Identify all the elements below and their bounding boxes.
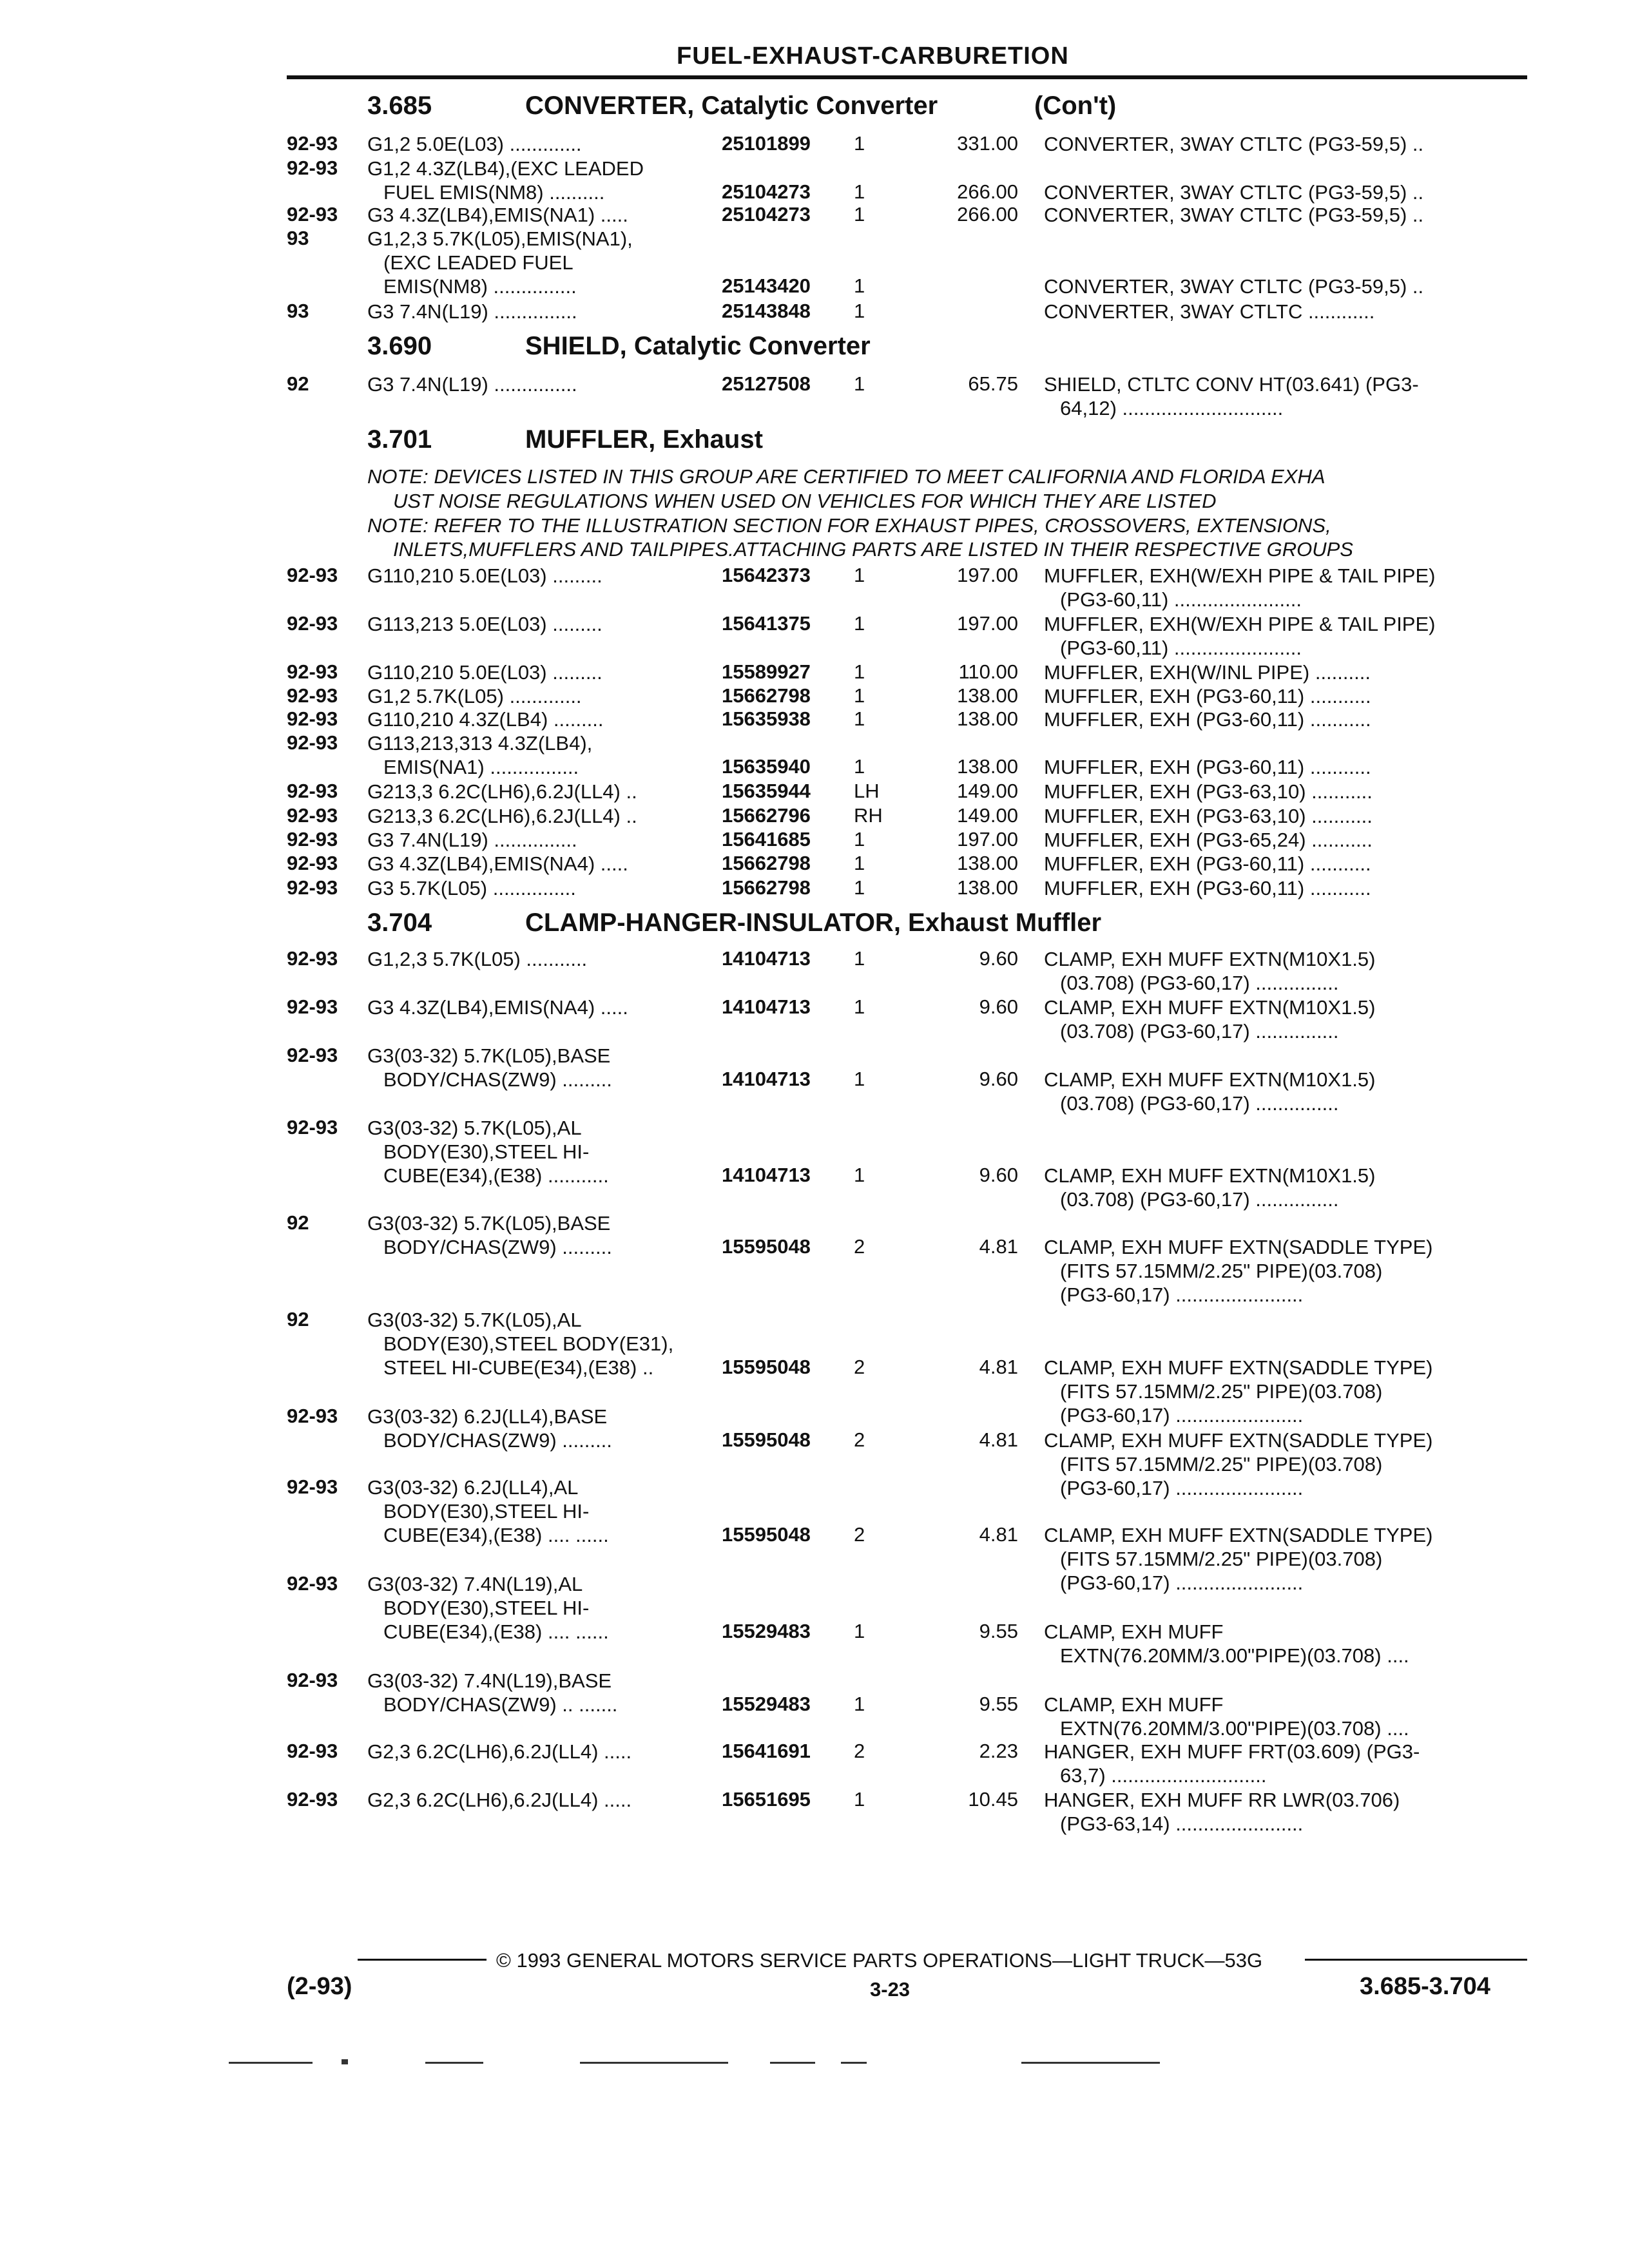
price: 149.00 — [957, 780, 1018, 802]
part-name-line: (03.708) (PG3-60,17) ............... — [1060, 1188, 1339, 1211]
footer-date: (2-93) — [287, 1973, 352, 2000]
description-line: G3 4.3Z(LB4),EMIS(NA1) ..... — [367, 204, 628, 226]
part-name-line: CLAMP, EXH MUFF EXTN(M10X1.5) — [1044, 948, 1376, 970]
part-name-line: (03.708) (PG3-60,17) ............... — [1060, 972, 1339, 994]
price: 10.45 — [968, 1788, 1018, 1811]
model-year: 92-93 — [287, 804, 338, 827]
scan-mark — [425, 2062, 483, 2064]
quantity: 1 — [854, 684, 865, 707]
quantity: 1 — [854, 132, 865, 155]
price: 138.00 — [957, 707, 1018, 730]
model-year: 92-93 — [287, 947, 338, 970]
quantity: LH — [854, 780, 880, 802]
part-name — [1044, 660, 1371, 684]
price: 197.00 — [957, 828, 1018, 850]
price: 138.00 — [957, 876, 1018, 899]
part-name-line: (PG3-60,17) ....................... — [1060, 1404, 1304, 1427]
section-note: UST NOISE REGULATIONS WHEN USED ON VEHICLES FOR WHICH THEY ARE LISTED — [393, 490, 1217, 512]
model-year: 92 — [287, 1211, 309, 1234]
part-name-line: (FITS 57.15MM/2.25" PIPE)(03.708) — [1060, 1453, 1383, 1475]
description-line: G3 4.3Z(LB4),EMIS(NA4) ..... — [367, 852, 628, 875]
description-line: G3(03-32) 5.7K(L05),BASE — [367, 1044, 611, 1067]
section-title: CONVERTER, Catalytic Converter — [525, 91, 938, 120]
application-description — [367, 852, 628, 876]
part-number: 15589927 — [722, 660, 811, 683]
quantity: 1 — [854, 372, 865, 395]
price: 9.60 — [979, 1164, 1018, 1186]
model-year: 92-93 — [287, 203, 338, 226]
model-year: 92-93 — [287, 707, 338, 730]
description-line: FUEL EMIS(NM8) .......... — [383, 181, 605, 204]
part-number: 15662798 — [722, 684, 811, 707]
part-name — [1044, 1788, 1400, 1836]
part-number: 14104713 — [722, 1068, 811, 1090]
part-name-line: CLAMP, EXH MUFF EXTN(SADDLE TYPE) — [1044, 1356, 1433, 1379]
description-line: CUBE(E34),(E38) ........... — [383, 1164, 609, 1187]
part-name-line: CONVERTER, 3WAY CTLTC (PG3-59,5) .. — [1044, 133, 1424, 155]
part-name-line: MUFFLER, EXH (PG3-60,11) ........... — [1044, 756, 1371, 778]
description-line: BODY(E30),STEEL HI- — [383, 1140, 590, 1163]
part-name-line: CLAMP, EXH MUFF — [1044, 1620, 1224, 1643]
quantity: RH — [854, 804, 883, 827]
description-line: BODY(E30),STEEL HI- — [383, 1500, 590, 1523]
section-number: 3.701 — [367, 425, 432, 454]
part-name-line: EXTN(76.20MM/3.00"PIPE)(03.708) .... — [1060, 1644, 1409, 1667]
part-name-line: EXTN(76.20MM/3.00"PIPE)(03.708) .... — [1060, 1717, 1409, 1740]
footer-section-range: 3.685-3.704 — [1360, 1973, 1490, 2000]
part-name-line: (PG3-60,11) ....................... — [1060, 637, 1302, 659]
part-name-line: (FITS 57.15MM/2.25" PIPE)(03.708) — [1060, 1548, 1383, 1570]
part-name — [1044, 1740, 1420, 1787]
quantity: 1 — [854, 1620, 865, 1642]
description-line: G3(03-32) 5.7K(L05),BASE — [367, 1212, 611, 1235]
application-description — [367, 995, 628, 1019]
part-name-line: MUFFLER, EXH (PG3-60,11) ........... — [1044, 685, 1371, 707]
description-line: CUBE(E34),(E38) .... ...... — [383, 1524, 609, 1546]
part-name — [1044, 1235, 1432, 1307]
model-year: 92-93 — [287, 1788, 338, 1811]
part-name-line: (PG3-60,17) ....................... — [1060, 1571, 1304, 1594]
part-number: 15641691 — [722, 1740, 811, 1762]
page-title: FUEL-EXHAUST-CARBURETION — [677, 43, 1069, 70]
part-name-line: (03.708) (PG3-60,17) ............... — [1060, 1020, 1339, 1043]
description-line: G3(03-32) 7.4N(L19),BASE — [367, 1669, 612, 1692]
part-name — [1044, 372, 1419, 420]
description-line: G3 7.4N(L19) ............... — [367, 373, 577, 396]
price: 197.00 — [957, 612, 1018, 635]
part-name — [1044, 300, 1374, 323]
part-number: 25101899 — [722, 132, 811, 155]
application-description — [367, 1572, 609, 1644]
quantity: 1 — [854, 828, 865, 850]
part-number: 25104273 — [722, 203, 811, 226]
description-line: G213,3 6.2C(LH6),6.2J(LL4) .. — [367, 780, 637, 803]
application-description — [367, 203, 628, 227]
quantity: 1 — [854, 1164, 865, 1186]
part-number: 14104713 — [722, 1164, 811, 1186]
part-name — [1044, 780, 1373, 803]
title-rule — [287, 75, 1527, 79]
part-name — [1044, 876, 1371, 900]
part-name-line: MUFFLER, EXH(W/INL PIPE) .......... — [1044, 661, 1371, 684]
quantity: 1 — [854, 995, 865, 1018]
part-name-line: CONVERTER, 3WAY CTLTC ............ — [1044, 300, 1375, 323]
part-name-line: 63,7) ............................ — [1060, 1764, 1267, 1787]
part-number: 14104713 — [722, 947, 811, 970]
section-number: 3.690 — [367, 332, 432, 360]
part-name — [1044, 804, 1373, 828]
part-name — [1044, 852, 1371, 876]
price: 197.00 — [957, 564, 1018, 586]
part-name — [1044, 947, 1375, 995]
application-description — [367, 1116, 609, 1187]
part-name-line: (PG3-63,14) ....................... — [1060, 1812, 1304, 1835]
quantity: 1 — [854, 1693, 865, 1715]
application-description — [367, 227, 633, 298]
part-name-line: MUFFLER, EXH(W/EXH PIPE & TAIL PIPE) — [1044, 613, 1436, 635]
footer-rule-left — [358, 1959, 487, 1961]
model-year: 92-93 — [287, 1669, 338, 1691]
part-name-line: CONVERTER, 3WAY CTLTC (PG3-59,5) .. — [1044, 181, 1424, 204]
part-number: 15595048 — [722, 1523, 811, 1546]
part-name-line: CLAMP, EXH MUFF EXTN(SADDLE TYPE) — [1044, 1236, 1433, 1258]
part-name-line: CLAMP, EXH MUFF EXTN(M10X1.5) — [1044, 996, 1376, 1019]
quantity: 1 — [854, 612, 865, 635]
description-line: G113,213,313 4.3Z(LB4), — [367, 732, 593, 754]
description-line: G3 4.3Z(LB4),EMIS(NA4) ..... — [367, 996, 628, 1019]
description-line: BODY/CHAS(ZW9) .. ....... — [383, 1693, 618, 1716]
model-year: 92-93 — [287, 1572, 338, 1595]
part-name-line: MUFFLER, EXH (PG3-60,11) ........... — [1044, 708, 1371, 731]
description-line: EMIS(NA1) ................ — [383, 756, 579, 778]
application-description — [367, 660, 602, 684]
description-line: G110,210 5.0E(L03) ......... — [367, 564, 602, 587]
price: 9.60 — [979, 1068, 1018, 1090]
application-description — [367, 828, 577, 852]
part-name-line: MUFFLER, EXH (PG3-60,11) ........... — [1044, 877, 1371, 899]
price: 9.55 — [979, 1620, 1018, 1642]
part-name — [1044, 755, 1371, 779]
part-number: 15635940 — [722, 755, 811, 778]
part-name-line: CLAMP, EXH MUFF EXTN(SADDLE TYPE) — [1044, 1429, 1433, 1452]
application-description — [367, 731, 592, 779]
description-line: BODY(E30),STEEL HI- — [383, 1597, 590, 1619]
part-number: 15662796 — [722, 804, 811, 827]
price: 266.00 — [957, 180, 1018, 203]
scan-mark — [770, 2062, 815, 2064]
section-continued: (Con't) — [1034, 91, 1117, 120]
part-name — [1044, 1523, 1432, 1595]
section-title: CLAMP-HANGER-INSULATOR, Exhaust Muffler — [525, 908, 1102, 937]
model-year: 92-93 — [287, 132, 338, 155]
price: 110.00 — [958, 660, 1018, 683]
quantity: 1 — [854, 1068, 865, 1090]
description-line: (EXC LEADED FUEL — [383, 251, 574, 274]
part-number: 15595048 — [722, 1356, 811, 1378]
description-line: G3(03-32) 5.7K(L05),AL — [367, 1117, 582, 1139]
part-number: 15529483 — [722, 1620, 811, 1642]
part-name — [1044, 995, 1375, 1043]
price: 4.81 — [979, 1523, 1018, 1546]
part-name — [1044, 1428, 1432, 1500]
application-description — [367, 1475, 609, 1547]
price: 4.81 — [979, 1428, 1018, 1451]
model-year: 92-93 — [287, 1044, 338, 1066]
model-year: 92-93 — [287, 1116, 338, 1139]
description-line: G3 5.7K(L05) ............... — [367, 877, 576, 899]
model-year: 92-93 — [287, 660, 338, 683]
description-line: EMIS(NM8) ............... — [383, 275, 577, 298]
part-name-line: MUFFLER, EXH (PG3-65,24) ........... — [1044, 829, 1373, 851]
application-description — [367, 876, 576, 900]
part-name — [1044, 132, 1423, 156]
part-name — [1044, 1356, 1432, 1427]
part-name — [1044, 203, 1423, 227]
model-year: 92-93 — [287, 731, 338, 754]
footer-rule-right — [1305, 1959, 1527, 1961]
model-year: 92-93 — [287, 564, 338, 586]
description-line: G3(03-32) 5.7K(L05),AL — [367, 1309, 582, 1331]
quantity: 1 — [854, 947, 865, 970]
price: 2.23 — [979, 1740, 1018, 1762]
part-name-line: CONVERTER, 3WAY CTLTC (PG3-59,5) .. — [1044, 204, 1424, 226]
application-description — [367, 157, 644, 204]
application-description — [367, 804, 637, 828]
part-name-line: 64,12) ............................. — [1060, 397, 1284, 419]
model-year: 92-93 — [287, 1405, 338, 1427]
price: 4.81 — [979, 1356, 1018, 1378]
description-line: G1,2,3 5.7K(L05),EMIS(NA1), — [367, 227, 633, 250]
scan-mark — [229, 2062, 313, 2064]
part-number: 15635938 — [722, 707, 811, 730]
application-description — [367, 612, 602, 636]
part-number: 15651695 — [722, 1788, 811, 1811]
part-name — [1044, 828, 1373, 852]
part-name-line: MUFFLER, EXH (PG3-60,11) ........... — [1044, 852, 1371, 875]
model-year: 92-93 — [287, 684, 338, 707]
model-year: 92 — [287, 372, 309, 395]
part-name — [1044, 1620, 1409, 1667]
scan-mark — [580, 2062, 728, 2064]
description-line: G1,2 5.7K(L05) ............. — [367, 685, 582, 707]
application-description — [367, 1308, 673, 1379]
model-year: 92-93 — [287, 852, 338, 874]
description-line: G3(03-32) 6.2J(LL4),BASE — [367, 1405, 608, 1428]
price: 266.00 — [957, 203, 1018, 226]
price: 138.00 — [957, 755, 1018, 778]
part-name-line: CLAMP, EXH MUFF EXTN(SADDLE TYPE) — [1044, 1524, 1433, 1546]
description-line: G3 7.4N(L19) ............... — [367, 300, 577, 323]
quantity: 2 — [854, 1428, 865, 1451]
part-name-line: CLAMP, EXH MUFF — [1044, 1693, 1224, 1716]
footer-page-number: 3-23 — [870, 1978, 911, 2001]
part-name — [1044, 612, 1435, 660]
description-line: BODY/CHAS(ZW9) ......... — [383, 1236, 612, 1258]
description-line: G1,2 4.3Z(LB4),(EXC LEADED — [367, 157, 644, 180]
part-number: 15595048 — [722, 1235, 811, 1258]
part-number: 15662798 — [722, 852, 811, 874]
application-description — [367, 1669, 617, 1716]
quantity: 1 — [854, 564, 865, 586]
description-line: G2,3 6.2C(LH6),6.2J(LL4) ..... — [367, 1740, 632, 1763]
model-year: 92-93 — [287, 157, 338, 179]
part-name-line: CONVERTER, 3WAY CTLTC (PG3-59,5) .. — [1044, 275, 1424, 298]
part-number: 15641685 — [722, 828, 811, 850]
application-description — [367, 684, 582, 708]
description-line: G110,210 5.0E(L03) ......... — [367, 661, 602, 684]
quantity: 1 — [854, 300, 865, 322]
description-line: G110,210 4.3Z(LB4) ......... — [367, 708, 604, 731]
price: 65.75 — [968, 372, 1018, 395]
part-number: 25104273 — [722, 180, 811, 203]
part-number: 15635944 — [722, 780, 811, 802]
price: 9.60 — [979, 947, 1018, 970]
model-year: 92-93 — [287, 828, 338, 850]
description-line: G113,213 5.0E(L03) ......... — [367, 613, 602, 635]
section-number: 3.685 — [367, 91, 432, 120]
part-number: 25127508 — [722, 372, 811, 395]
description-line: BODY/CHAS(ZW9) ......... — [383, 1429, 612, 1452]
description-line: G3(03-32) 6.2J(LL4),AL — [367, 1476, 579, 1499]
description-line: G213,3 6.2C(LH6),6.2J(LL4) .. — [367, 805, 637, 827]
footer-copyright: © 1993 GENERAL MOTORS SERVICE PARTS OPERATIONS—LIGHT TRUCK—53G — [496, 1949, 1263, 1972]
part-name — [1044, 180, 1423, 204]
model-year: 93 — [287, 227, 309, 249]
section-title: SHIELD, Catalytic Converter — [525, 332, 871, 360]
scan-mark — [841, 2062, 867, 2064]
part-name — [1044, 1164, 1375, 1211]
description-line: G3(03-32) 7.4N(L19),AL — [367, 1573, 583, 1595]
part-name-line: (PG3-60,17) ....................... — [1060, 1283, 1304, 1306]
part-name — [1044, 1693, 1409, 1740]
part-name — [1044, 1068, 1375, 1115]
part-name — [1044, 707, 1371, 731]
part-name — [1044, 684, 1371, 708]
description-line: G2,3 6.2C(LH6),6.2J(LL4) ..... — [367, 1789, 632, 1811]
part-name-line: (PG3-60,11) ....................... — [1060, 588, 1302, 611]
application-description — [367, 564, 602, 588]
quantity: 1 — [854, 876, 865, 899]
price: 4.81 — [979, 1235, 1018, 1258]
part-number: 25143848 — [722, 300, 811, 322]
quantity: 1 — [854, 180, 865, 203]
application-description — [367, 1740, 631, 1763]
part-name-line: (03.708) (PG3-60,17) ............... — [1060, 1092, 1339, 1115]
quantity: 1 — [854, 660, 865, 683]
application-description — [367, 780, 637, 803]
description-line: CUBE(E34),(E38) .... ...... — [383, 1620, 609, 1643]
part-name — [1044, 564, 1435, 611]
application-description — [367, 1788, 631, 1812]
quantity: 1 — [854, 1788, 865, 1811]
part-name-line: MUFFLER, EXH (PG3-63,10) ........... — [1044, 805, 1373, 827]
application-description — [367, 1044, 612, 1091]
application-description — [367, 132, 582, 156]
scan-mark — [342, 2059, 348, 2064]
quantity: 2 — [854, 1356, 865, 1378]
description-line: G3 7.4N(L19) ............... — [367, 829, 577, 851]
model-year: 92-93 — [287, 1475, 338, 1498]
part-name-line: MUFFLER, EXH (PG3-63,10) ........... — [1044, 780, 1373, 803]
part-number: 25143420 — [722, 274, 811, 297]
part-name-line: SHIELD, CTLTC CONV HT(03.641) (PG3- — [1044, 373, 1419, 396]
section-note: NOTE: DEVICES LISTED IN THIS GROUP ARE CERTIFIED TO MEET CALIFORNIA AND FLORIDA EXHA — [367, 465, 1325, 488]
price: 9.55 — [979, 1693, 1018, 1715]
scan-mark — [1021, 2062, 1160, 2064]
part-number: 15641375 — [722, 612, 811, 635]
part-name-line: HANGER, EXH MUFF RR LWR(03.706) — [1044, 1789, 1400, 1811]
price: 9.60 — [979, 995, 1018, 1018]
part-name-line: MUFFLER, EXH(W/EXH PIPE & TAIL PIPE) — [1044, 564, 1436, 587]
section-note: NOTE: REFER TO THE ILLUSTRATION SECTION FOR EXHAUST PIPES, CROSSOVERS, EXTENSIONS, — [367, 514, 1331, 537]
application-description — [367, 300, 577, 323]
quantity: 1 — [854, 274, 865, 297]
price: 331.00 — [957, 132, 1018, 155]
part-name-line: CLAMP, EXH MUFF EXTN(M10X1.5) — [1044, 1164, 1376, 1187]
part-name-line: HANGER, EXH MUFF FRT(03.609) (PG3- — [1044, 1740, 1420, 1763]
model-year: 92-93 — [287, 780, 338, 802]
part-number: 15642373 — [722, 564, 811, 586]
description-line: BODY/CHAS(ZW9) ......... — [383, 1068, 612, 1091]
description-line: G1,2,3 5.7K(L05) ........... — [367, 948, 588, 970]
part-number: 15529483 — [722, 1693, 811, 1715]
quantity: 1 — [854, 755, 865, 778]
application-description — [367, 707, 603, 731]
description-line: STEEL HI-CUBE(E34),(E38) .. — [383, 1356, 654, 1379]
part-name — [1044, 274, 1423, 298]
price: 149.00 — [957, 804, 1018, 827]
section-number: 3.704 — [367, 908, 432, 937]
quantity: 2 — [854, 1740, 865, 1762]
application-description — [367, 1211, 612, 1259]
price: 138.00 — [957, 852, 1018, 874]
part-name-line: CLAMP, EXH MUFF EXTN(M10X1.5) — [1044, 1068, 1376, 1091]
application-description — [367, 372, 577, 396]
quantity: 1 — [854, 852, 865, 874]
application-description — [367, 947, 587, 971]
section-title: MUFFLER, Exhaust — [525, 425, 763, 454]
quantity: 1 — [854, 203, 865, 226]
quantity: 2 — [854, 1235, 865, 1258]
model-year: 92-93 — [287, 995, 338, 1018]
description-line: BODY(E30),STEEL BODY(E31), — [383, 1332, 674, 1355]
quantity: 1 — [854, 707, 865, 730]
model-year: 92 — [287, 1308, 309, 1331]
quantity: 2 — [854, 1523, 865, 1546]
part-number: 14104713 — [722, 995, 811, 1018]
model-year: 92-93 — [287, 1740, 338, 1762]
price: 138.00 — [957, 684, 1018, 707]
section-note: INLETS,MUFFLERS AND TAILPIPES.ATTACHING PARTS ARE LISTED IN THEIR RESPECTIVE GROUPS — [393, 538, 1353, 561]
part-name-line: (FITS 57.15MM/2.25" PIPE)(03.708) — [1060, 1380, 1383, 1403]
model-year: 93 — [287, 300, 309, 322]
application-description — [367, 1405, 612, 1452]
part-number: 15662798 — [722, 876, 811, 899]
part-name-line: (FITS 57.15MM/2.25" PIPE)(03.708) — [1060, 1260, 1383, 1282]
part-number: 15595048 — [722, 1428, 811, 1451]
model-year: 92-93 — [287, 612, 338, 635]
model-year: 92-93 — [287, 876, 338, 899]
description-line: G1,2 5.0E(L03) ............. — [367, 133, 582, 155]
part-name-line: (PG3-60,17) ....................... — [1060, 1477, 1304, 1499]
